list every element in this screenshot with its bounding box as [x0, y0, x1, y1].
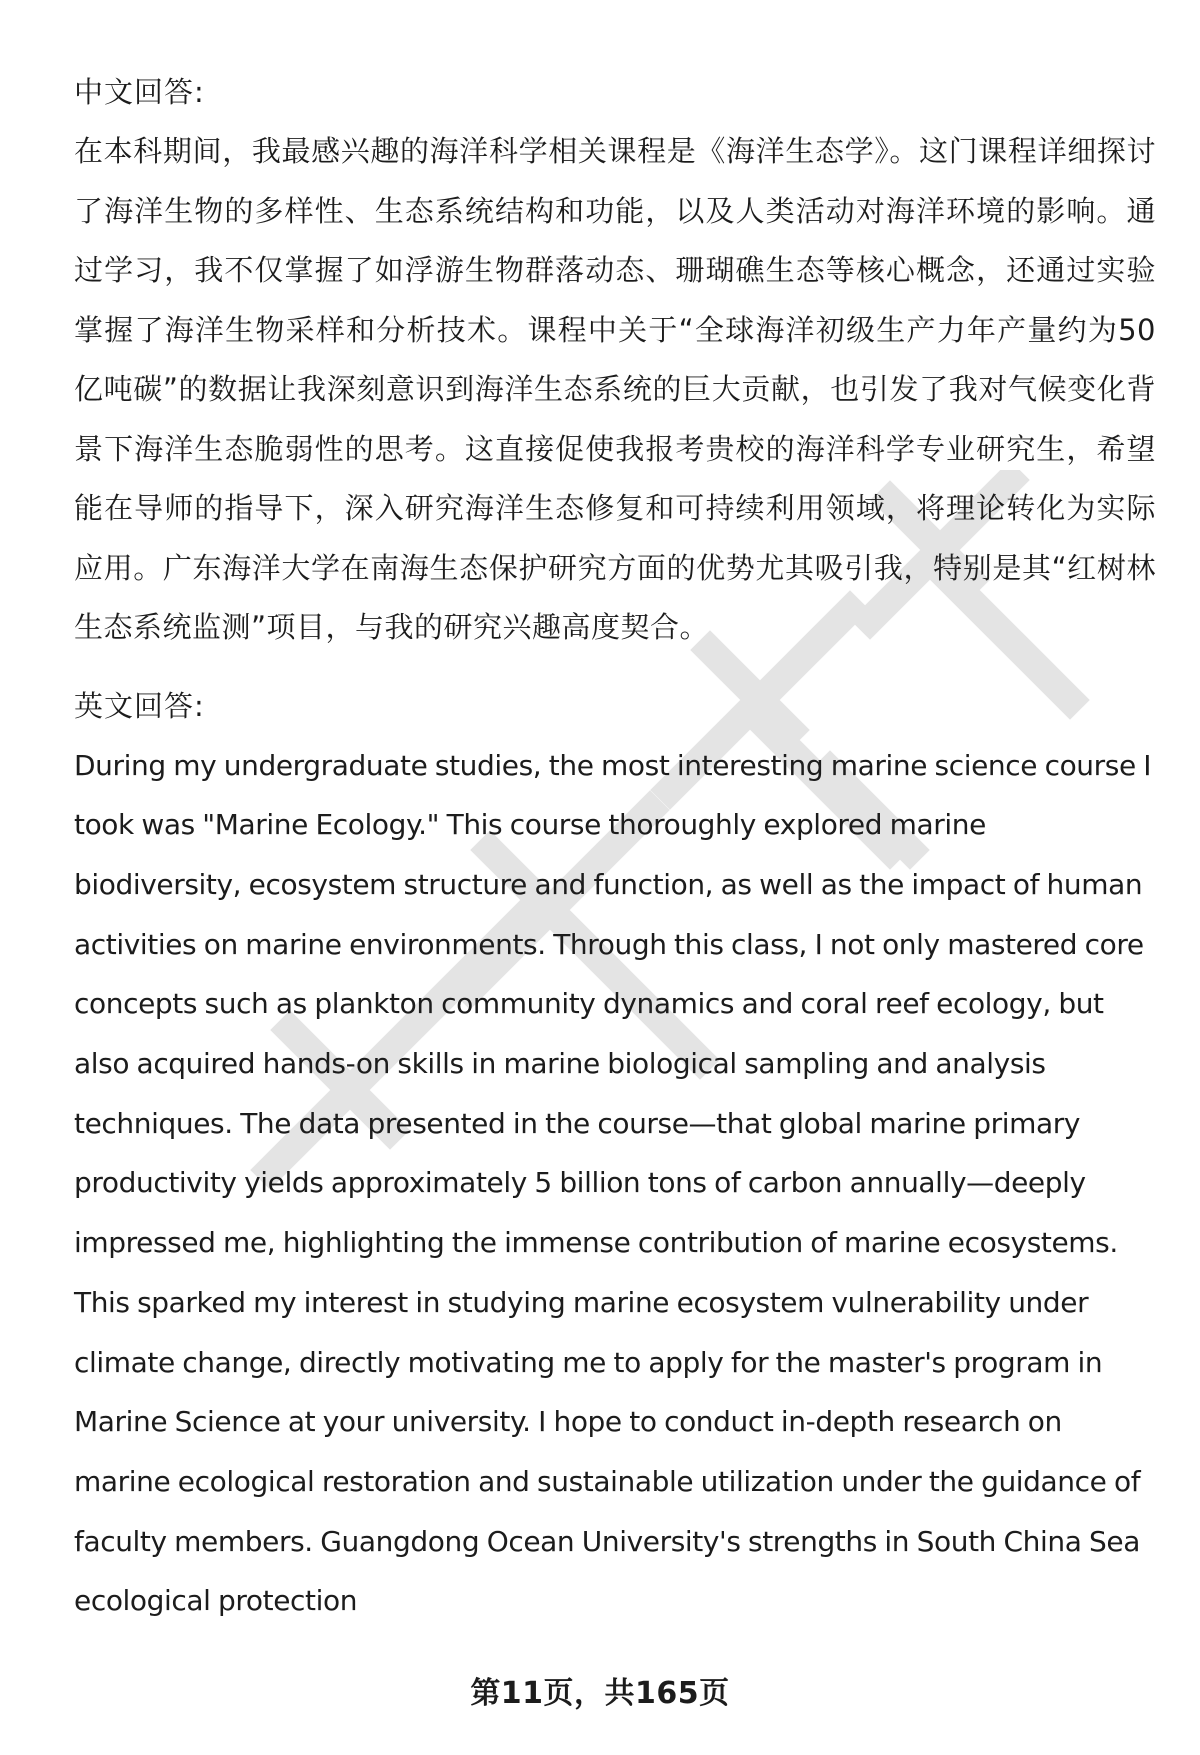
english-answer-label: 英文回答:	[74, 688, 205, 723]
english-answer-text: During my undergraduate studies, the most interesting marine science course I took was "Marine Ecology." This course thoroughly explored marine biodiversity, ecosystem structure and function, as well as the impact of human activities on marine environments. Through this class, I not only mastered core concepts such as plankton community dynamics and coral reef ecology, but also acquired hands-on skills in marine biological sampling and analysis techniques. The data presented in the course—that global marine primary productivity yields approximately 5 billion tons of carbon annually—deeply impressed me, highlighting the immense contribution of marine ecosystems. This sparked my interest in studying marine ecosystem vulnerability under climate change, directly motivating me to apply for the master's program in Marine Science at your university. I hope to conduct in-depth research on marine ecological restoration and sustainable utilization under the guidance of faculty members. Guangdong Ocean University's strengths in South China Sea ecological protection	[74, 748, 1152, 1618]
document-body	[74, 62, 1154, 1631]
chinese-answer-label: 中文回答:	[74, 75, 205, 109]
chinese-answer-text: 在本科期间，我最感兴趣的海洋科学相关课程是《海洋生态学》。这门课程详细探讨了海洋生物的多样性、生态系统结构和功能，以及人类活动对海洋环境的影响。通过学习，我不仅掌握了如浮游生物群落动态、珊瑚礁生态等核心概念，还通过实验掌握了海洋生物采样和分析技术。课程中关于“全球海洋初级生产力年产量约为50亿吨碳”的数据让我深刻意识到海洋生态系统的巨大贡献，也引发了我对气候变化背景下海洋生态脆弱性的思考。这直接促使我报考贵校的海洋科学专业研究生，希望能在导师的指导下，深入研究海洋生态修复和可持续利用领域，将理论转化为实际应用。广东海洋大学在南海生态保护研究方面的优势尤其吸引我，特别是其“红树林生态系统监测”项目，与我的研究兴趣高度契合。	[74, 134, 1156, 644]
page-number: 第11页，共165页	[470, 1676, 730, 1711]
section-divider	[74, 658, 1154, 676]
